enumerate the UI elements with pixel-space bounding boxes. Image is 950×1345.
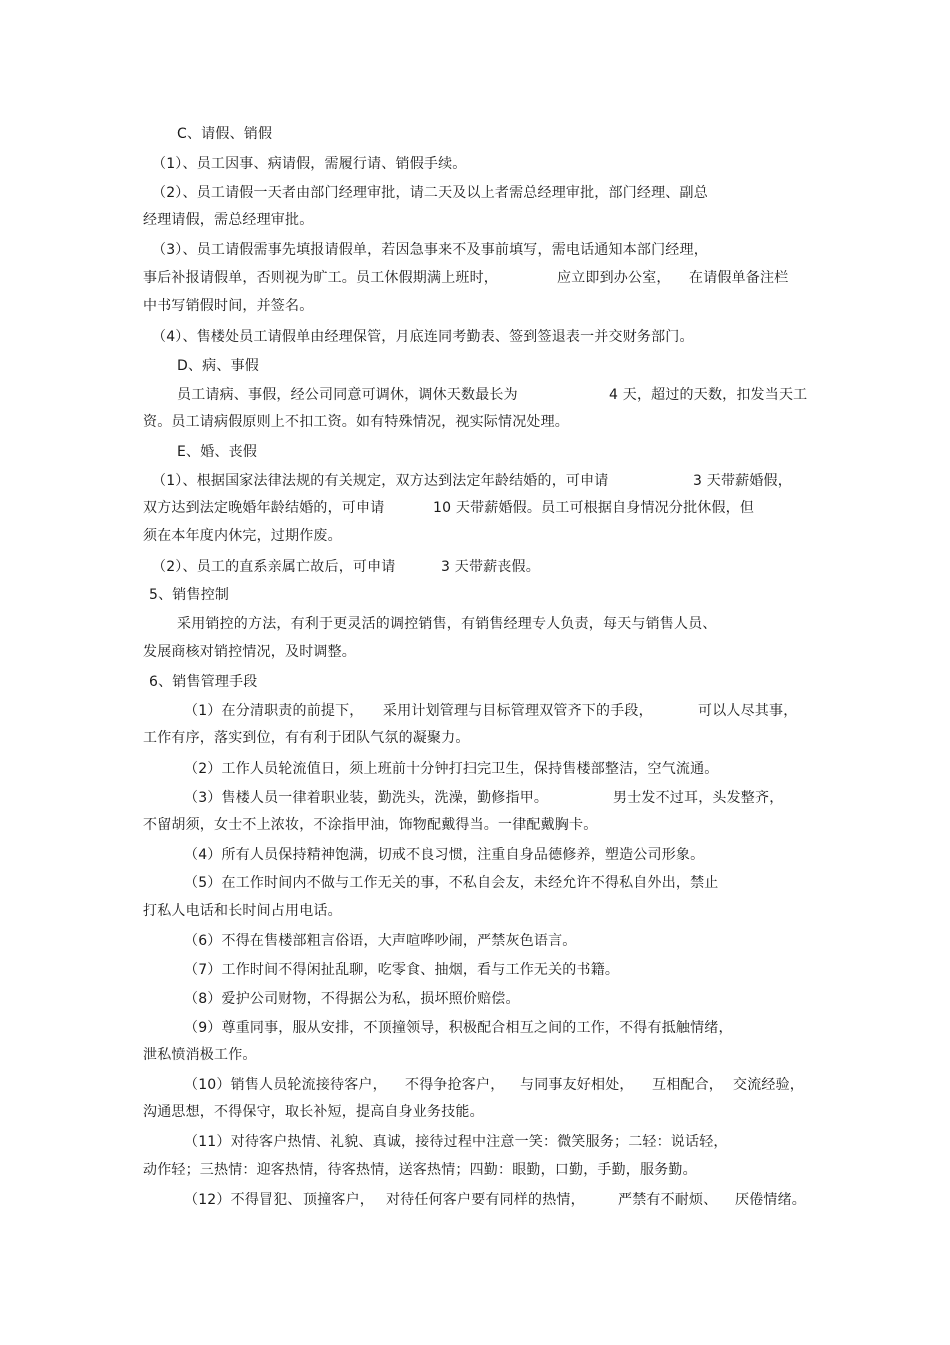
paragraph-line: 采用销控的方法，有利于更灵活的调控销售，有销售经理专人负责，每天与销售人员、 [177,616,717,632]
paragraph-line: （11）对待客户热情、礼貌、真诚，接待过程中注意一笑：微笑服务；二轻：说话轻， [184,1134,728,1150]
paragraph-line: 动作轻；三热情：迎客热情，待客热情，送客热情；四勤：眼勤，口勤，手勤，服务勤。 [143,1162,697,1178]
paragraph-line: （2）、员工的直系亲属亡故后，可申请 [152,559,396,575]
paragraph-line: 打私人电话和长时间占用电话。 [143,903,342,919]
paragraph-line: （10）销售人员轮流接待客户， [184,1077,387,1093]
paragraph-line: 不得争抢客户， [405,1077,505,1093]
paragraph-line: 10 天带薪婚假。员工可根据自身情况分批休假，但 [433,500,755,516]
paragraph-line: （12）不得冒犯、 [184,1192,302,1208]
paragraph-line: 可以人尽其事， [698,703,798,719]
paragraph-line: （2）、员工请假一天者由部门经理审批，请二天及以上者需总经理审批，部门经理、副总 [152,185,708,201]
section-heading-sales-control: 5、销售控制 [149,587,230,603]
paragraph-line: （9）尊重同事，服从安排，不顶撞领导，积极配合相互之间的工作，不得有抵触情绪， [184,1020,733,1036]
paragraph-line: 严禁有不耐烦、 [618,1192,718,1208]
paragraph-line: （2）工作人员轮流值日，须上班前十分钟打扫完卫生，保持售楼部整洁，空气流通。 [184,761,719,777]
paragraph-line: 厌倦情绪。 [735,1192,806,1208]
paragraph-line: （4）所有人员保持精神饱满，切戒不良习惯，注重自身品德修养，塑造公司形象。 [184,847,705,863]
paragraph-line: （1）、根据国家法律法规的有关规定，双方达到法定年龄结婚的，可申请 [152,473,609,489]
paragraph-line: 员工请病、事假，经公司同意可调休，调休天数最长为 [177,387,518,403]
paragraph-line: 不留胡须，女士不上浓妆，不涂指甲油，饰物配戴得当。一律配戴胸卡。 [143,817,598,833]
paragraph-line: 4 天，超过的天数，扣发当天工 [609,387,808,403]
paragraph-line: （3）、员工请假需事先填报请假单，若因急事来不及事前填写，需电话通知本部门经理， [152,242,708,258]
paragraph-line: 与同事友好相处， [520,1077,634,1093]
paragraph-line: 顶撞客户， [303,1192,374,1208]
paragraph-line: （4）、售楼处员工请假单由经理保管，月底连同考勤表、签到签退表一并交财务部门。 [152,329,694,345]
paragraph-line: 须在本年度内休完，过期作废。 [143,528,342,544]
paragraph-line: （3）售楼人员一律着职业装，勤洗头，洗澡，勤修指甲。 [184,790,549,806]
paragraph-line: （5）在工作时间内不做与工作无关的事，不私自会友，未经允许不得私自外出，禁止 [184,875,719,891]
paragraph-line: 双方达到法定晚婚年龄结婚的，可申请 [143,500,385,516]
paragraph-line: 工作有序，落实到位，有有利于团队气氛的凝聚力。 [143,730,470,746]
paragraph-line: 泄私愤消极工作。 [143,1047,257,1063]
paragraph-line: 在请假单备注栏 [689,270,789,286]
paragraph-line: （6）不得在售楼部粗言俗语，大声喧哗吵闹，严禁灰色语言。 [184,933,577,949]
paragraph-line: 沟通思想，不得保守，取长补短，提高自身业务技能。 [143,1104,484,1120]
paragraph-line: 中书写销假时间，并签名。 [143,298,314,314]
paragraph-line: 资。员工请病假原则上不扣工资。如有特殊情况，视实际情况处理。 [143,414,569,430]
paragraph-line: 经理请假，需总经理审批。 [143,212,314,228]
paragraph-line: 男士发不过耳，头发整齐， [613,790,784,806]
section-heading-marriage-funeral: E、婚、丧假 [177,444,258,460]
paragraph-line: （7）工作时间不得闲扯乱聊，吃零食、抽烟，看与工作无关的书籍。 [184,962,620,978]
section-heading-sick-leave: D、病、事假 [177,358,259,374]
section-heading-sales-management: 6、销售管理手段 [149,674,258,690]
paragraph-line: 互相配合， [652,1077,723,1093]
paragraph-line: 应立即到办公室， [557,270,671,286]
paragraph-line: 3 天带薪婚假， [693,473,792,489]
paragraph-line: 对待任何客户要有同样的热情， [386,1192,585,1208]
paragraph-line: （1）在分清职责的前提下， [184,703,364,719]
paragraph-line: 3 天带薪丧假。 [441,559,540,575]
paragraph-line: 交流经验， [733,1077,804,1093]
paragraph-line: （8）爱护公司财物，不得据公为私，损坏照价赔偿。 [184,991,520,1007]
paragraph-line: （1）、员工因事、病请假，需履行请、销假手续。 [152,156,467,172]
paragraph-line: 采用计划管理与目标管理双管齐下的手段， [383,703,653,719]
paragraph-line: 发展商核对销控情况，及时调整。 [143,644,356,660]
section-heading-leave: C、请假、销假 [177,126,273,142]
paragraph-line: 事后补报请假单，否则视为旷工。员工休假期满上班时， [143,270,498,286]
